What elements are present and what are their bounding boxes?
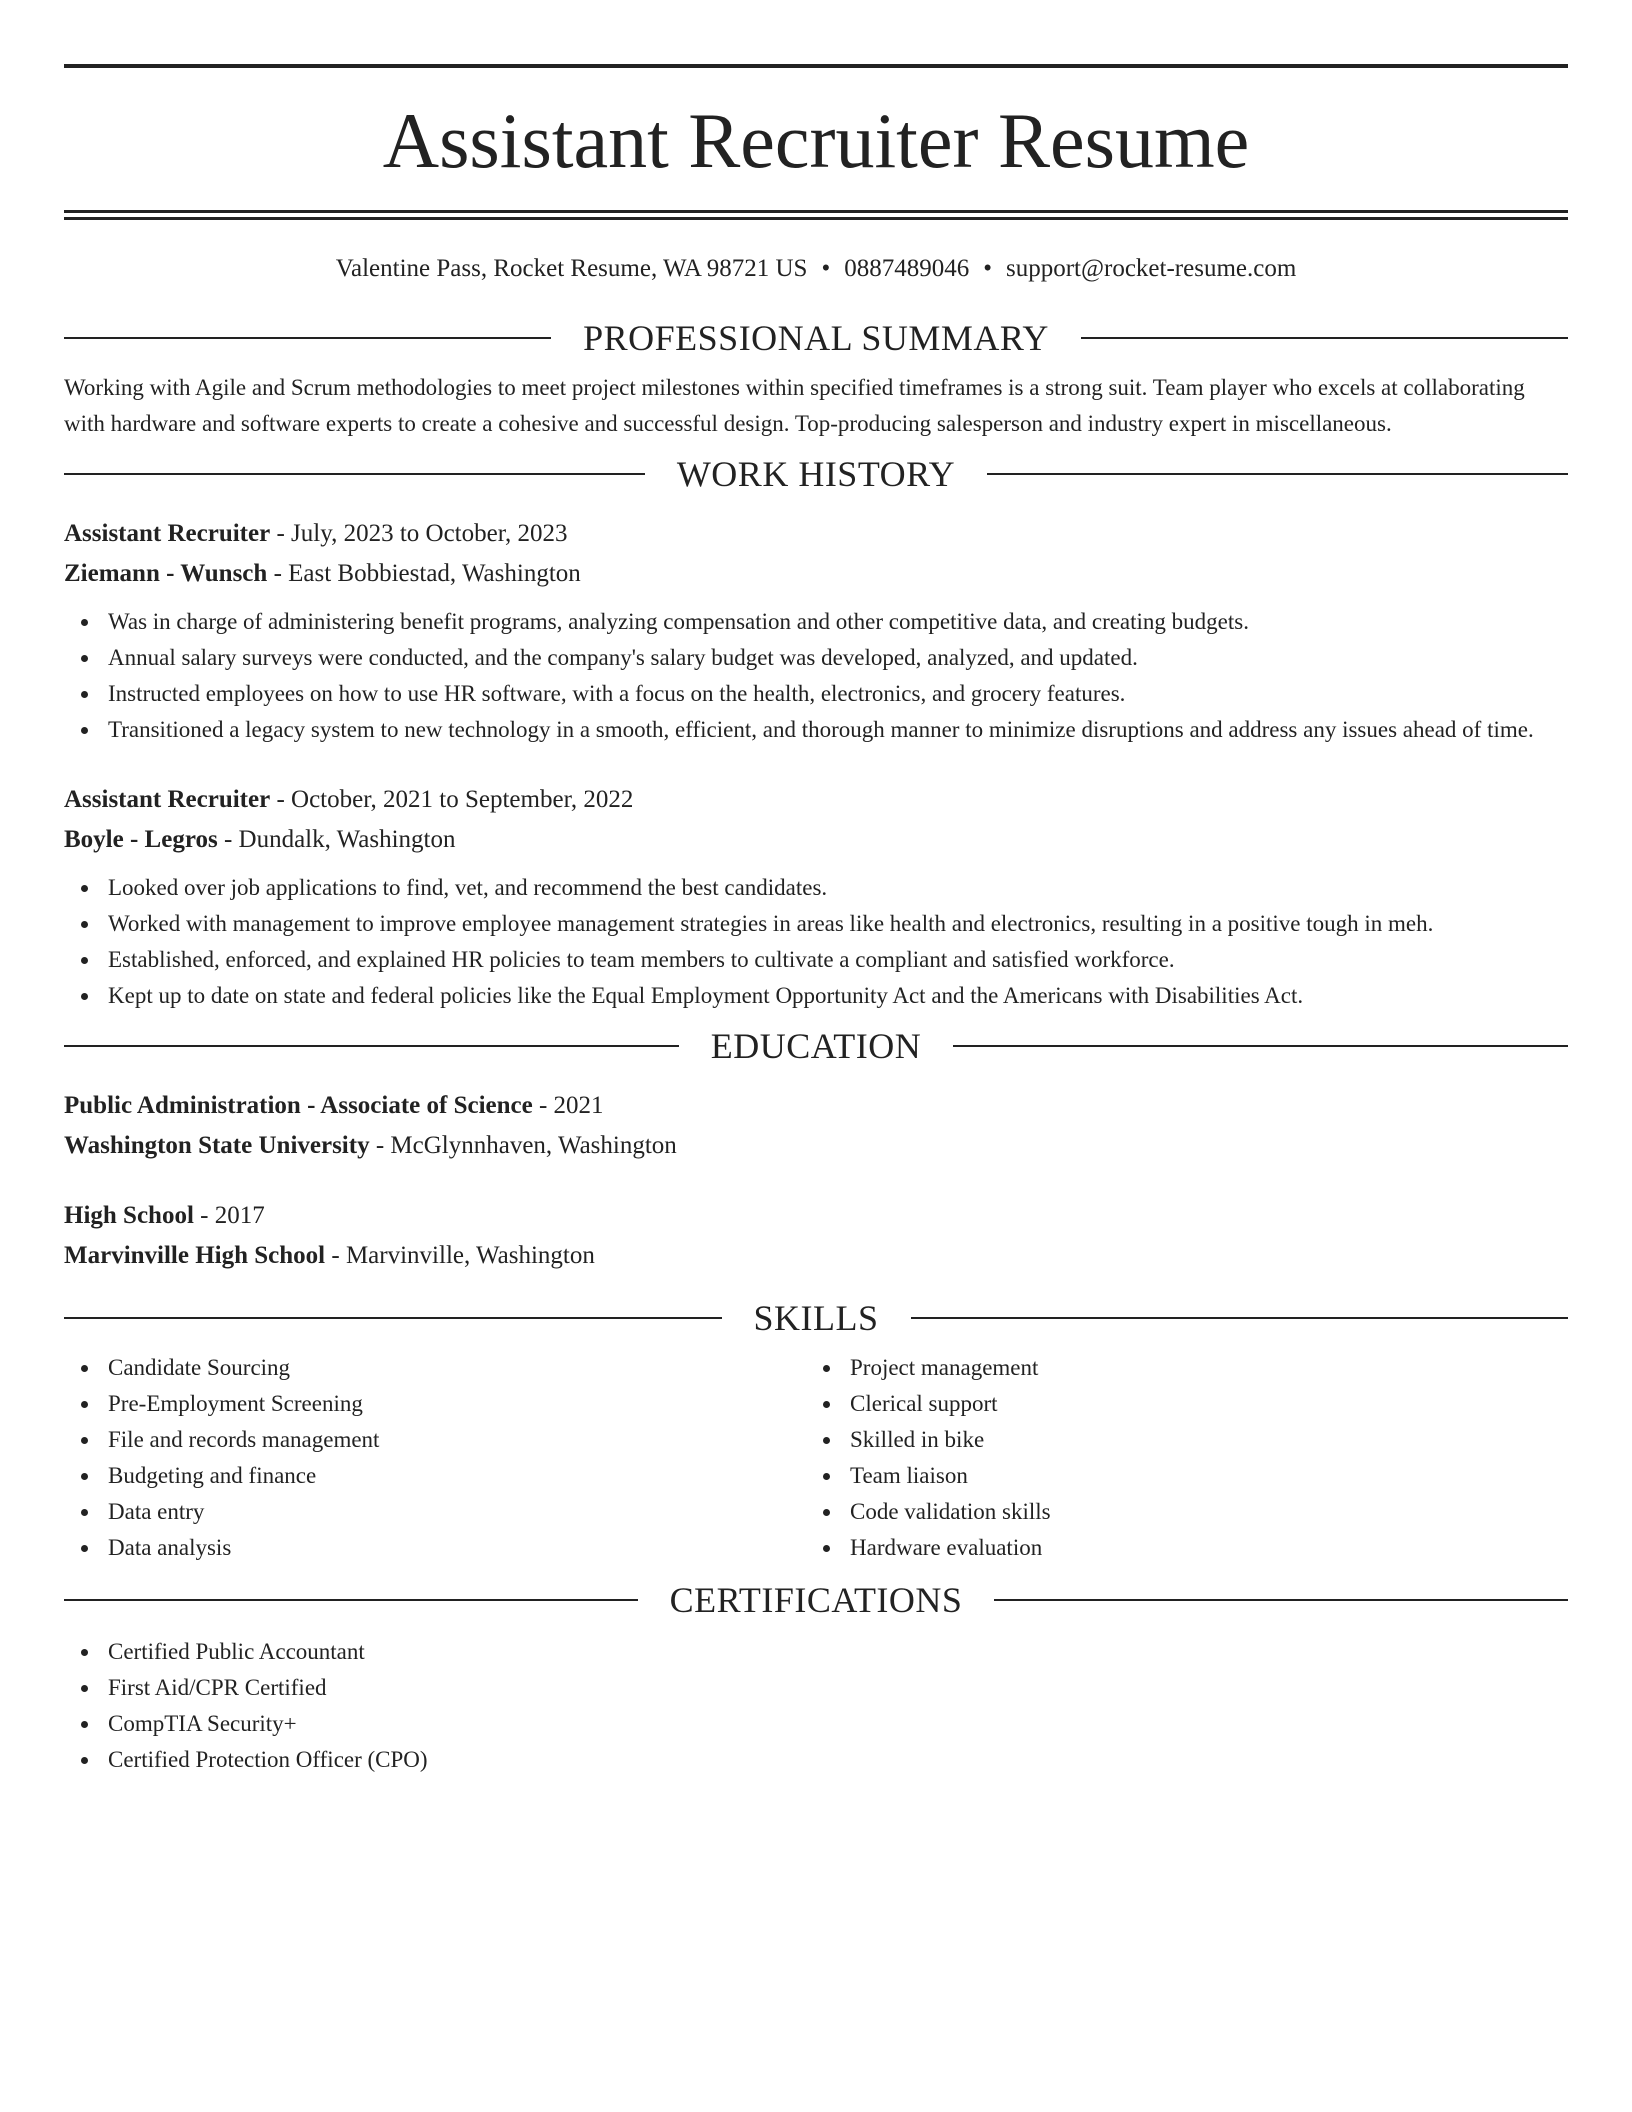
job-location: - Dundalk, Washington (217, 826, 456, 853)
education-school-line (64, 1126, 1568, 1166)
heading-rule (64, 1317, 722, 1319)
job-title-line (64, 514, 1568, 554)
list-item: Annual salary surveys were conducted, and the company's salary budget was developed, analyzed, and updated. (64, 640, 1568, 676)
heading-rule (1081, 337, 1568, 339)
section-heading-education (64, 1026, 1568, 1066)
list-item: Hardware evaluation (806, 1530, 1548, 1566)
section-title: WORK HISTORY (676, 454, 956, 494)
contact-separator: • (821, 255, 831, 282)
list-item: Code validation skills (806, 1494, 1548, 1530)
list-item: Clerical support (806, 1386, 1548, 1422)
job-entry (64, 514, 1568, 748)
list-item: File and records management (64, 1422, 806, 1458)
list-item: CompTIA Security+ (64, 1706, 1568, 1742)
job-entry (64, 780, 1568, 1014)
job-company: Boyle - Legros (64, 826, 218, 853)
contact-line (64, 254, 1568, 284)
education-entry (64, 1086, 1568, 1166)
education-school: Washington State University (64, 1132, 370, 1159)
list-item: Certified Protection Officer (CPO) (64, 1742, 1568, 1778)
section-heading-skills (64, 1298, 1568, 1338)
job-company: Ziemann - Wunsch (64, 560, 268, 587)
list-item: Data analysis (64, 1530, 806, 1566)
certifications-list (64, 1634, 1568, 1778)
job-company-line (64, 554, 1568, 594)
list-item: Worked with management to improve employee management strategies in areas like health and electronics, resulting in a positive tough in meh. (64, 906, 1568, 942)
skills-grid (64, 1350, 1568, 1566)
list-item: Skilled in bike (806, 1422, 1548, 1458)
page-title: Assistant Recruiter Resume (382, 97, 1250, 184)
education-entry (64, 1196, 1568, 1276)
heading-rule (911, 1317, 1569, 1319)
education-school-line (64, 1236, 1568, 1276)
heading-rule (953, 1045, 1568, 1047)
job-duties-list (64, 870, 1568, 1014)
job-title: Assistant Recruiter (64, 786, 271, 813)
contact-address: Valentine Pass, Rocket Resume, WA 98721 US (335, 255, 808, 282)
education-location: - McGlynnhaven, Washington (369, 1132, 677, 1159)
education-year: - 2017 (193, 1202, 265, 1229)
section-title: EDUCATION (710, 1026, 922, 1066)
heading-rule (64, 473, 645, 475)
job-title-line (64, 780, 1568, 820)
section-title: PROFESSIONAL SUMMARY (583, 318, 1049, 358)
resume-page (64, 64, 1568, 1778)
education-year: - 2021 (532, 1092, 604, 1119)
list-item: Budgeting and finance (64, 1458, 806, 1494)
title-double-rule (64, 210, 1568, 220)
job-dates: - July, 2023 to October, 2023 (270, 520, 568, 547)
job-title: Assistant Recruiter (64, 520, 271, 547)
education-degree-line (64, 1086, 1568, 1126)
contact-email: support@rocket-resume.com (1005, 255, 1297, 282)
list-item: Was in charge of administering benefit programs, analyzing compensation and other competitive data, and creating budgets. (64, 604, 1568, 640)
list-item: Looked over job applications to find, vet, and recommend the best candidates. (64, 870, 1568, 906)
contact-separator: • (983, 255, 992, 282)
list-item: Established, enforced, and explained HR policies to team members to cultivate a compliant and satisfied workforce. (64, 942, 1568, 978)
list-item: Instructed employees on how to use HR software, with a focus on the health, electronics, and grocery features. (64, 676, 1568, 712)
heading-rule (987, 473, 1568, 475)
list-item: Project management (806, 1350, 1548, 1386)
job-duties-list (64, 604, 1568, 748)
list-item: Candidate Sourcing (64, 1350, 806, 1386)
summary-text: Working with Agile and Scrum methodologies to meet project milestones within specified timeframes is a strong suit. Team player who excels at collaborating with hardware and software experts to create a cohesive and successful design. Top-producing salesperson and industry expert in miscellaneous. (64, 375, 1525, 436)
section-heading-summary (64, 318, 1568, 358)
heading-rule (994, 1599, 1568, 1601)
education-degree: Public Administration - Associate of Science (64, 1092, 533, 1119)
education-school: Marvinville High School (64, 1242, 326, 1269)
section-title: CERTIFICATIONS (669, 1580, 963, 1620)
education-location: - Marvinville, Washington (325, 1242, 595, 1269)
job-dates: - October, 2021 to September, 2022 (270, 786, 634, 813)
education-degree: High School (64, 1202, 194, 1229)
section-title: SKILLS (753, 1298, 879, 1338)
section-heading-work (64, 454, 1568, 494)
skills-list-right (806, 1350, 1548, 1566)
top-rule (64, 64, 1568, 68)
list-item: Data entry (64, 1494, 806, 1530)
list-item: Transitioned a legacy system to new technology in a smooth, efficient, and thorough manner to minimize disruptions and address any issues ahead of time. (64, 712, 1568, 748)
skills-list-left (64, 1350, 806, 1566)
contact-phone: 0887489046 (844, 255, 970, 282)
heading-rule (64, 337, 551, 339)
list-item: Kept up to date on state and federal policies like the Equal Employment Opportunity Act and the Americans with Disabilities Act. (64, 978, 1568, 1014)
heading-rule (64, 1045, 679, 1047)
list-item: Pre-Employment Screening (64, 1386, 806, 1422)
heading-rule (64, 1599, 638, 1601)
job-location: - East Bobbiestad, Washington (267, 560, 581, 587)
list-item: First Aid/CPR Certified (64, 1670, 1568, 1706)
job-company-line (64, 820, 1568, 860)
education-degree-line (64, 1196, 1568, 1236)
list-item: Team liaison (806, 1458, 1548, 1494)
list-item: Certified Public Accountant (64, 1634, 1568, 1670)
section-heading-certifications (64, 1580, 1568, 1620)
